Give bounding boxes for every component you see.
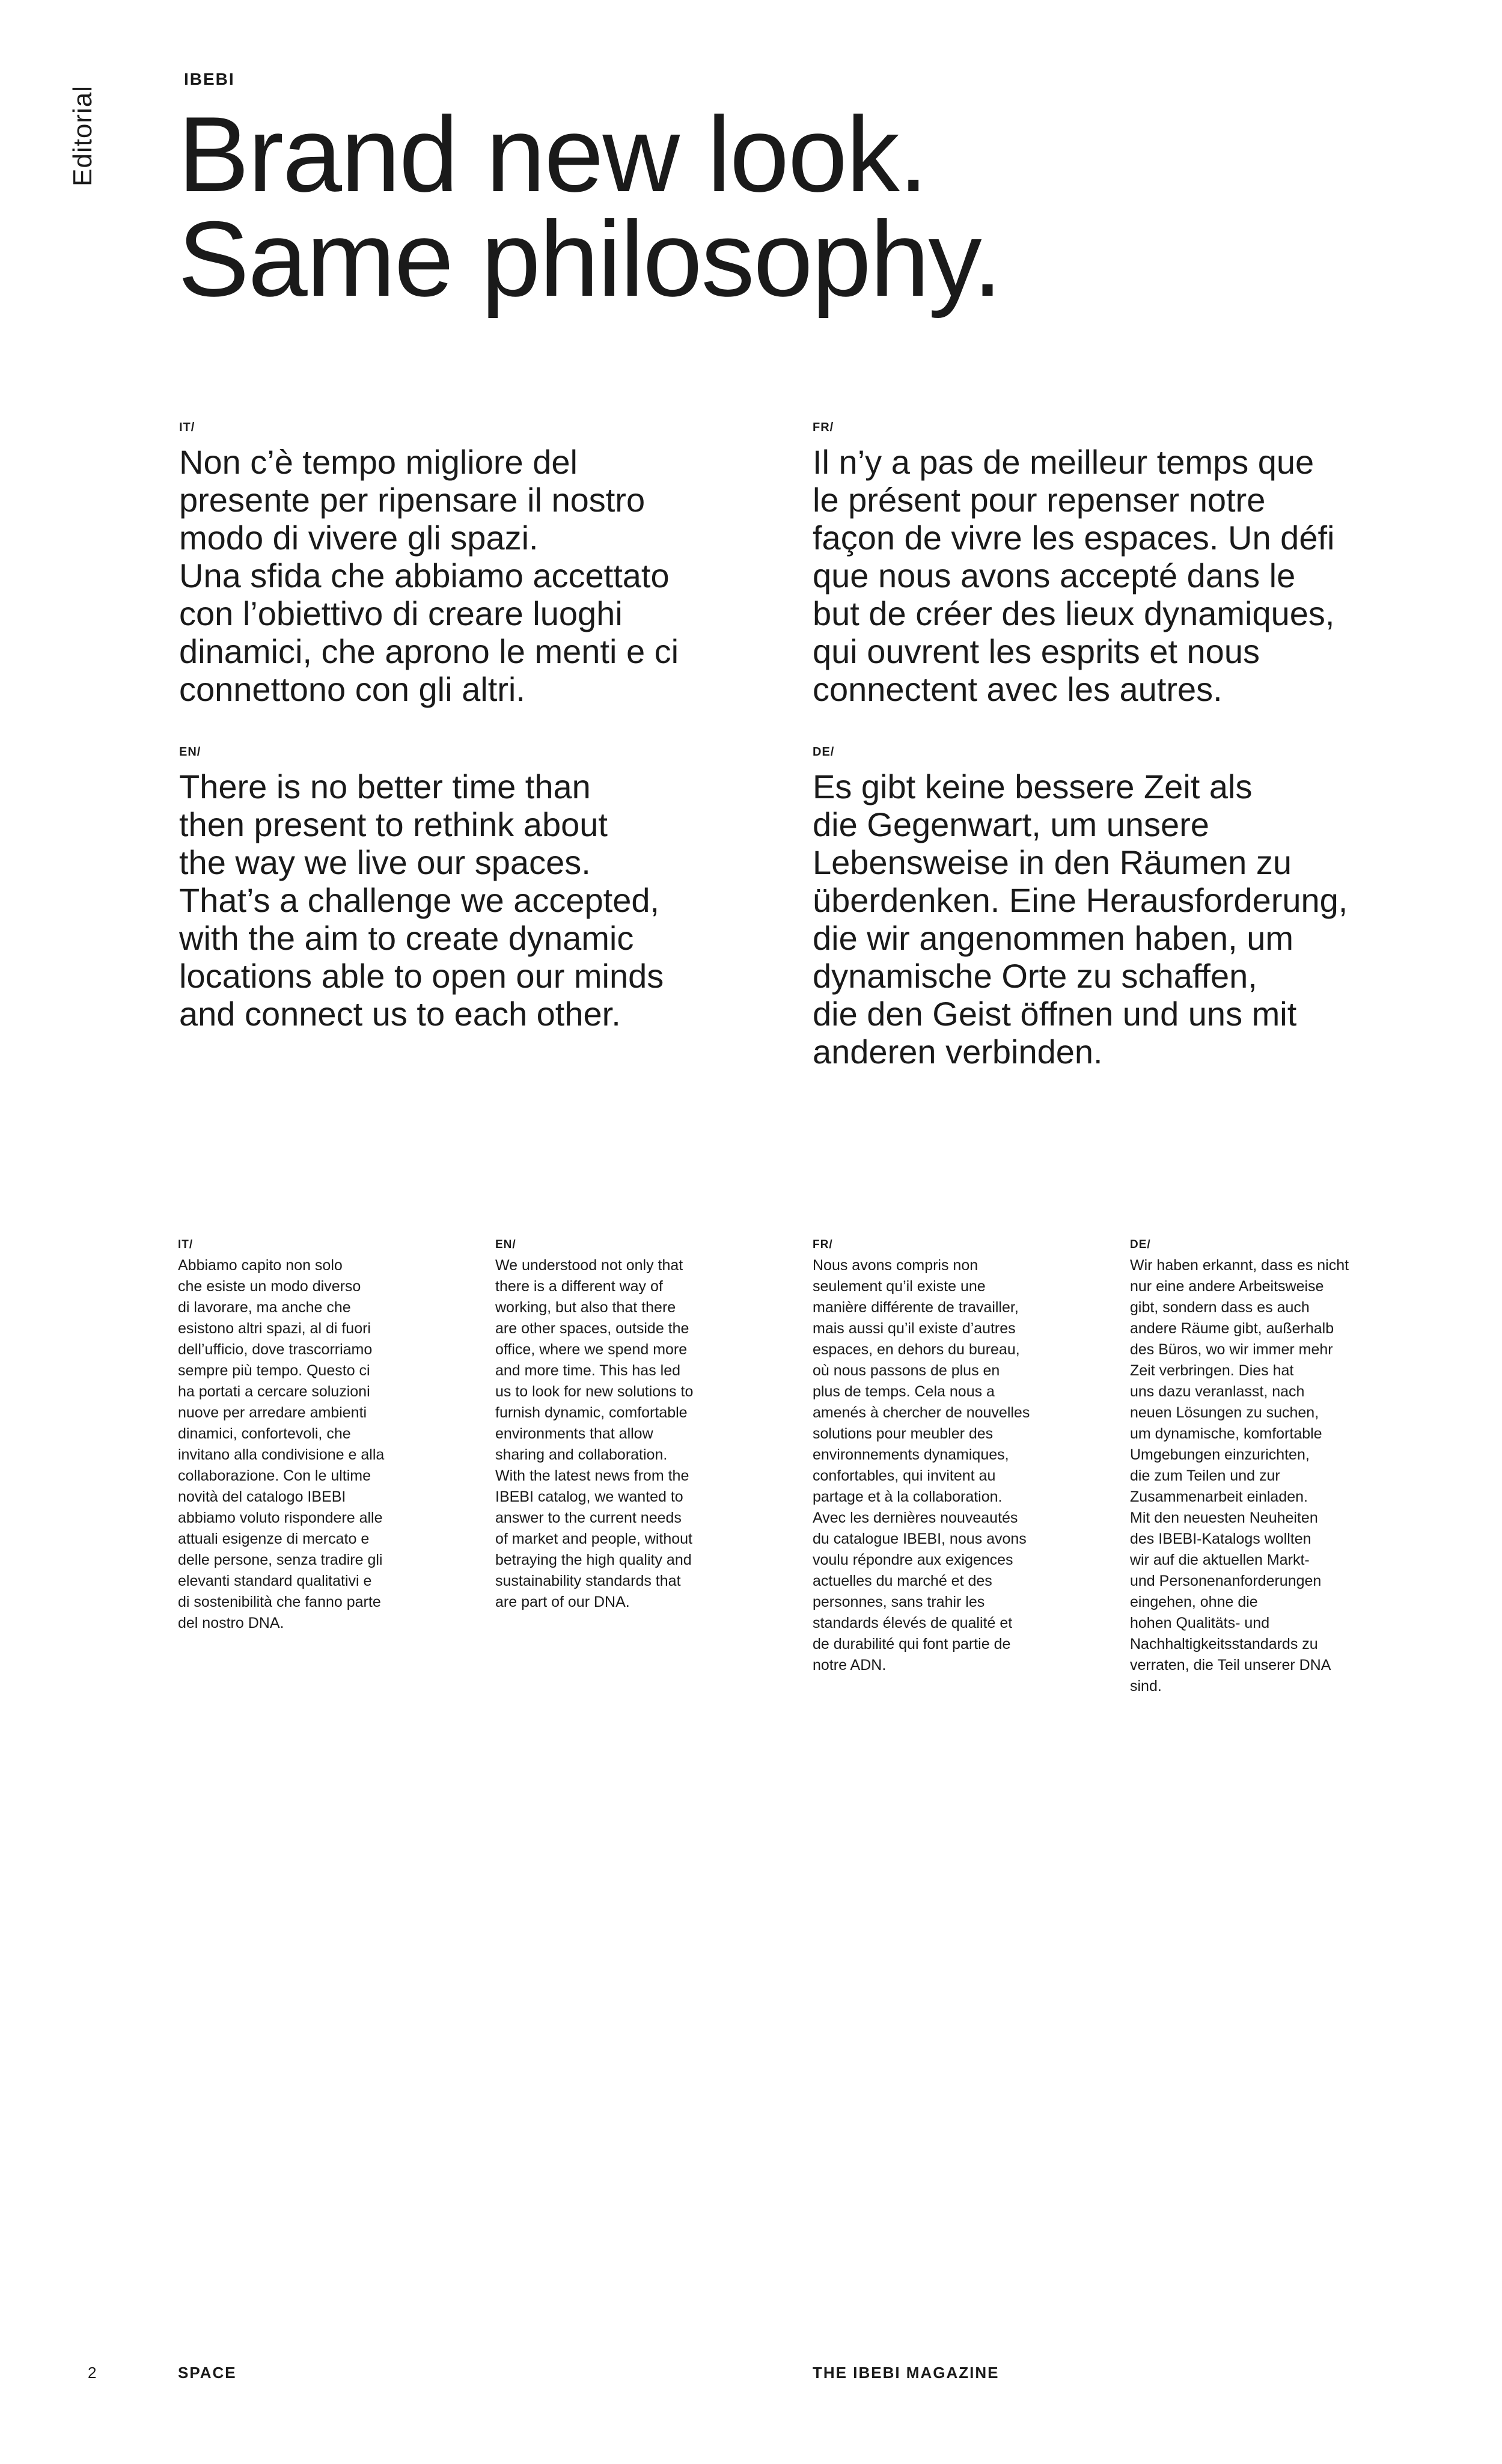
section-side-label: Editorial xyxy=(68,85,97,186)
body-column-it xyxy=(178,1238,430,1634)
intro-text: Es gibt keine bessere Zeit als die Gegenwart, um unsere Lebensweise in den Räumen zu überdenken. Eine Herausforderung, die wir angenommen haben, um dynamische Orte zu schaffen, die den Geist öffnen und uns mit anderen verbinden. xyxy=(813,768,1348,1071)
lang-tag: DE/ xyxy=(1130,1238,1151,1251)
lang-tag: EN/ xyxy=(179,745,201,759)
lang-tag: IT/ xyxy=(179,421,195,434)
footer-section-label: SPACE xyxy=(178,2364,237,2382)
intro-text: Il n’y a pas de meilleur temps que le présent pour repenser notre façon de vivre les espaces. Un défi que nous avons accepté dans le but de créer des lieux dynamiques, qui ouvrent les esprits et nous connectent avec les autres. xyxy=(813,443,1335,708)
headline-line-1: Brand new look. xyxy=(178,94,927,214)
lang-tag: IT/ xyxy=(178,1238,194,1251)
body-column-en xyxy=(495,1238,748,1613)
intro-text: Non c’è tempo migliore del presente per ripensare il nostro modo di vivere gli spazi. Una sfida che abbiamo accettato con l’obiettivo di creare luoghi dinamici, che aprono le menti e ci connettono con gli altri. xyxy=(179,443,679,708)
intro-block-en xyxy=(179,745,756,1033)
intro-text: There is no better time than then present to rethink about the way we live our spaces. That’s a challenge we accepted, with the aim to create dynamic locations able to open our minds and connect us to each other. xyxy=(179,768,664,1033)
brand-label: IBEBI xyxy=(184,70,235,88)
intro-block-fr xyxy=(813,421,1390,708)
body-column-de xyxy=(1130,1238,1382,1697)
body-text: Abbiamo capito non solo che esiste un modo diverso di lavorare, ma anche che esistono altri spazi, al di fuori dell’ufficio, dove trascorriamo sempre più tempo. Questo ci ha portati a cercare soluzioni nuove per arredare ambienti dinamici, confortevoli, che invitano alla condivisione e alla collaborazione. Con le ultime novità del catalogo IBEBI abbiamo voluto rispondere alle attuali esigenze di mercato e delle persone, senza tradire gli elevanti standard qualitativi e di sostenibilità che fanno parte del nostro DNA. xyxy=(178,1257,385,1631)
intro-block-it xyxy=(179,421,756,708)
body-text: Wir haben erkannt, dass es nicht nur eine andere Arbeitsweise gibt, sondern dass es auch andere Räume gibt, außerhalb des Büros, wo wir immer mehr Zeit verbringen. Dies hat uns dazu veranlasst, nach neuen Lösungen zu suchen, um dynamische, komfortable Umgebungen einzurichten, die zum Teilen und zur Zusammenarbeit einladen. Mit den neuesten Neuheiten des IBEBI-Katalogs wollten wir auf die aktuellen Markt- und Personenanforderungen eingehen, ohne die hohen Qualitäts- und Nachhaltigkeitsstandards zu verraten, die Teil unserer DNA sind. xyxy=(1130,1257,1349,1695)
body-column-fr xyxy=(813,1238,1065,1676)
body-text: We understood not only that there is a different way of working, but also that there are other spaces, outside the office, where we spend more and more time. This has led us to look for new solutions to furnish dynamic, comfortable environments that allow sharing and collaboration. With the latest news from the IBEBI catalog, we wanted to answer to the current needs of market and people, without betraying the high quality and sustainability standards that are part of our DNA. xyxy=(495,1257,694,1610)
intro-block-de xyxy=(813,745,1390,1071)
lang-tag: FR/ xyxy=(813,1238,833,1251)
body-text: Nous avons compris non seulement qu’il existe une manière différente de travailler, mais aussi qu’il existe d’autres espaces, en dehors du bureau, où nous passons de plus en plus de temps. Cela nous a amenés à chercher de nouvelles solutions pour meubler des environnements dynamiques, confortables, qui invitent au partage et à la collaboration. Avec les dernières nouveautés du catalogue IBEBI, nous avons voulu répondre aux exigences actuelles du marché et des personnes, sans trahir les standards élevés de qualité et de durabilité qui font partie de notre ADN. xyxy=(813,1257,1030,1674)
footer-magazine-title: THE IBEBI MAGAZINE xyxy=(813,2364,1000,2382)
headline-line-2: Same philosophy. xyxy=(178,199,1001,319)
lang-tag: FR/ xyxy=(813,421,834,434)
page-number: 2 xyxy=(88,2364,97,2382)
lang-tag: DE/ xyxy=(813,745,835,759)
page-title xyxy=(178,94,1001,319)
lang-tag: EN/ xyxy=(495,1238,516,1251)
